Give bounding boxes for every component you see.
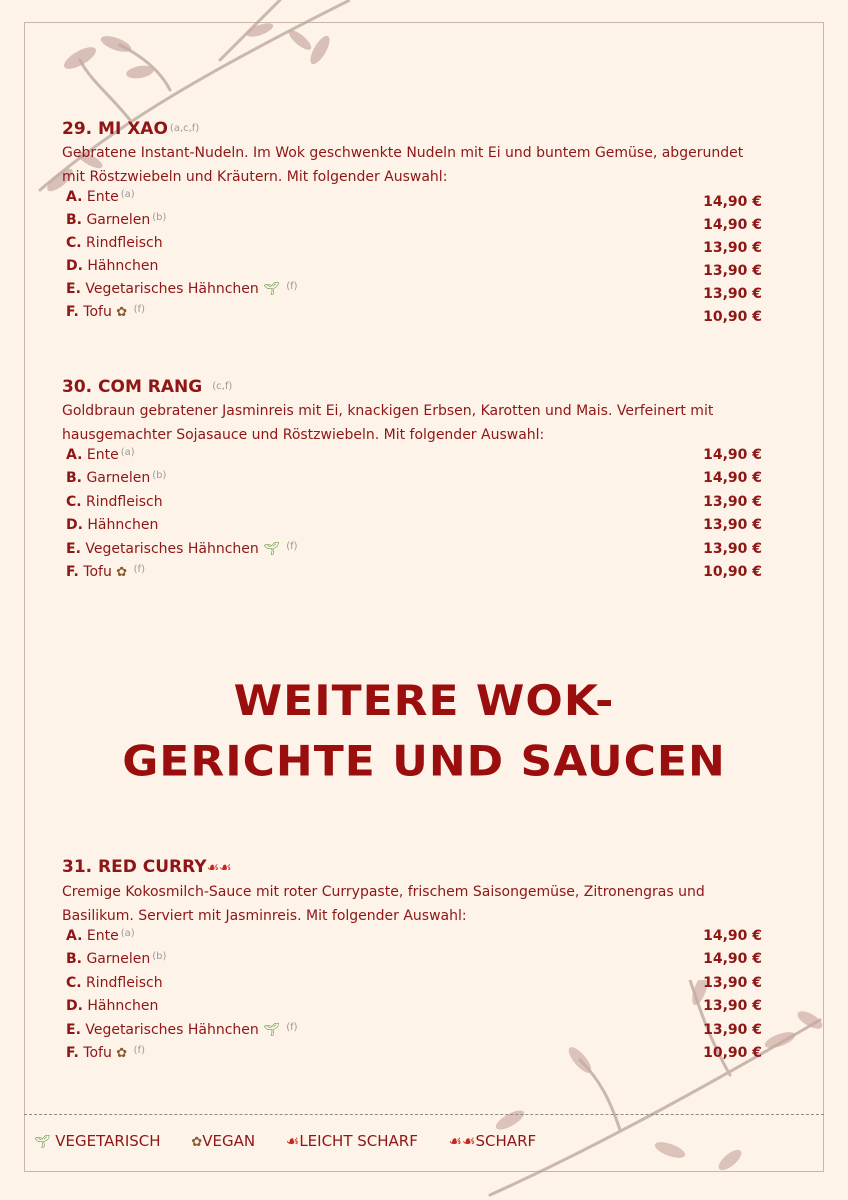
option-item bbox=[66, 447, 135, 463]
allergen-note: (c,f) bbox=[212, 381, 233, 392]
option-name: Rindfleisch bbox=[86, 235, 163, 251]
option-allergen: (f) bbox=[133, 564, 145, 575]
sprout-icon: 🌱︎ bbox=[34, 1135, 51, 1150]
allergen-note: (a,c,f) bbox=[169, 123, 200, 134]
option-letter: F. bbox=[66, 304, 79, 320]
option-name: Tofu bbox=[83, 564, 112, 580]
dish-name: 30. COM RANG bbox=[62, 377, 203, 397]
potted-plant-icon: ✿ bbox=[116, 565, 128, 580]
option-name: Hähnchen bbox=[87, 998, 159, 1014]
legend-mild bbox=[286, 1132, 418, 1150]
option-price: 13,90 € bbox=[703, 975, 762, 991]
option-name: Rindfleisch bbox=[86, 975, 163, 991]
legend-divider bbox=[24, 1114, 824, 1115]
dish-29 bbox=[62, 118, 764, 325]
option-item bbox=[66, 189, 135, 205]
option-name: Ente bbox=[86, 189, 119, 205]
option-price: 10,90 € bbox=[703, 564, 762, 580]
option-letter: D. bbox=[66, 998, 83, 1014]
legend-label: SCHARF bbox=[475, 1132, 537, 1150]
option-allergen: (f) bbox=[133, 1045, 145, 1056]
option-name: Vegetarisches Hähnchen bbox=[85, 1022, 259, 1038]
dish-title bbox=[62, 376, 764, 398]
option-allergen: (b) bbox=[152, 470, 167, 481]
option-item bbox=[66, 304, 145, 320]
option-name: Garnelen bbox=[86, 212, 151, 228]
legend-vegetarian bbox=[34, 1132, 161, 1150]
option-allergen: (b) bbox=[152, 212, 167, 223]
option-allergen: (f) bbox=[286, 1022, 298, 1033]
potted-plant-icon: ✿ bbox=[191, 1135, 203, 1150]
option-allergen: (a) bbox=[120, 447, 135, 458]
option-item bbox=[66, 212, 166, 228]
option-letter: C. bbox=[66, 975, 82, 991]
option-letter: B. bbox=[66, 212, 82, 228]
legend bbox=[34, 1132, 562, 1150]
option-item bbox=[66, 975, 163, 991]
option-letter: C. bbox=[66, 494, 82, 510]
option-price: 13,90 € bbox=[703, 1022, 762, 1038]
option-item bbox=[66, 258, 158, 274]
option-name: Rindfleisch bbox=[86, 494, 163, 510]
option-item bbox=[66, 281, 298, 297]
option-name: Garnelen bbox=[86, 951, 151, 967]
option-price: 13,90 € bbox=[703, 494, 762, 510]
option-letter: A. bbox=[66, 189, 83, 205]
option-price: 13,90 € bbox=[703, 541, 762, 557]
option-item bbox=[66, 951, 166, 967]
option-letter: F. bbox=[66, 564, 79, 580]
chili-icon: ☙☙ bbox=[206, 860, 232, 876]
option-allergen: (f) bbox=[286, 541, 298, 552]
option-name: Ente bbox=[86, 447, 119, 463]
option-name: Tofu bbox=[83, 1045, 112, 1061]
option-name: Hähnchen bbox=[87, 517, 159, 533]
option-price: 13,90 € bbox=[703, 240, 762, 256]
option-name: Vegetarisches Hähnchen bbox=[85, 541, 259, 557]
option-allergen: (f) bbox=[133, 304, 145, 315]
dish-name: 29. MI XAO bbox=[62, 119, 168, 139]
option-letter: A. bbox=[66, 447, 83, 463]
option-name: Tofu bbox=[83, 304, 112, 320]
branch-decoration-bottom-icon bbox=[470, 980, 840, 1200]
section-heading bbox=[24, 671, 824, 793]
option-price: 13,90 € bbox=[703, 998, 762, 1014]
option-name: Garnelen bbox=[86, 470, 151, 486]
option-letter: A. bbox=[66, 928, 83, 944]
option-price: 14,90 € bbox=[703, 928, 762, 944]
option-name: Hähnchen bbox=[87, 258, 159, 274]
option-item bbox=[66, 541, 298, 557]
potted-plant-icon: ✿ bbox=[116, 305, 128, 320]
option-allergen: (a) bbox=[120, 189, 135, 200]
dish-30 bbox=[62, 376, 764, 580]
chili-icon: ☙ bbox=[285, 1132, 300, 1150]
option-letter: D. bbox=[66, 517, 83, 533]
option-allergen: (b) bbox=[152, 951, 167, 962]
dish-name: 31. RED CURRY bbox=[62, 857, 207, 877]
option-letter: E. bbox=[66, 1022, 81, 1038]
dish-description: Cremige Kokosmilch-Sauce mit roter Currypaste, frischem Saisongemüse, Zitronengras und Basilikum. Serviert mit Jasminreis. Mit folgender Auswahl: bbox=[62, 884, 705, 924]
dish-title bbox=[62, 856, 764, 879]
legend-label: VEGAN bbox=[202, 1132, 256, 1150]
legend-label: LEICHT SCHARF bbox=[299, 1132, 418, 1150]
sprout-icon: 🌱︎ bbox=[263, 542, 280, 557]
option-letter: E. bbox=[66, 541, 81, 557]
option-price: 14,90 € bbox=[703, 951, 762, 967]
option-price: 14,90 € bbox=[703, 447, 762, 463]
option-price: 14,90 € bbox=[703, 470, 762, 486]
legend-label: VEGETARISCH bbox=[55, 1132, 161, 1150]
option-price: 14,90 € bbox=[703, 194, 762, 210]
option-price: 10,90 € bbox=[703, 309, 762, 325]
option-name: Vegetarisches Hähnchen bbox=[85, 281, 259, 297]
option-allergen: (f) bbox=[286, 281, 298, 292]
option-item bbox=[66, 998, 158, 1014]
option-price: 13,90 € bbox=[703, 263, 762, 279]
dish-31 bbox=[62, 856, 764, 1061]
option-price: 10,90 € bbox=[703, 1045, 762, 1061]
option-letter: B. bbox=[66, 470, 82, 486]
option-price: 13,90 € bbox=[703, 286, 762, 302]
sprout-icon: 🌱︎ bbox=[263, 282, 280, 297]
option-item bbox=[66, 494, 163, 510]
legend-vegan bbox=[191, 1132, 255, 1150]
option-item bbox=[66, 470, 166, 486]
section-heading-line-1: WEITERE WOK- bbox=[233, 676, 615, 726]
dish-description: Goldbraun gebratener Jasminreis mit Ei, knackigen Erbsen, Karotten und Mais. Verfeinert mit hausgemachter Sojasauce und Röstzwiebeln. Mit folgender Auswahl: bbox=[62, 403, 714, 443]
potted-plant-icon: ✿ bbox=[116, 1046, 128, 1061]
legend-hot bbox=[449, 1132, 537, 1150]
option-letter: B. bbox=[66, 951, 82, 967]
option-price: 13,90 € bbox=[703, 517, 762, 533]
option-item bbox=[66, 564, 145, 580]
option-price: 14,90 € bbox=[703, 217, 762, 233]
option-item bbox=[66, 1045, 145, 1061]
option-letter: E. bbox=[66, 281, 81, 297]
sprout-icon: 🌱︎ bbox=[263, 1023, 280, 1038]
option-allergen: (a) bbox=[120, 928, 135, 939]
option-item bbox=[66, 928, 135, 944]
option-letter: C. bbox=[66, 235, 82, 251]
option-letter: D. bbox=[66, 258, 83, 274]
dish-description: Gebratene Instant-Nudeln. Im Wok geschwenkte Nudeln mit Ei und buntem Gemüse, abgerundet mit Röstzwiebeln und Kräutern. Mit folgender Auswahl: bbox=[62, 145, 744, 185]
option-letter: F. bbox=[66, 1045, 79, 1061]
option-item bbox=[66, 517, 158, 533]
option-name: Ente bbox=[86, 928, 119, 944]
chili-icon: ☙☙ bbox=[448, 1132, 476, 1150]
option-item bbox=[66, 235, 163, 251]
option-item bbox=[66, 1022, 298, 1038]
dish-title bbox=[62, 118, 764, 140]
section-heading-line-2: GERICHTE UND SAUCEN bbox=[122, 737, 726, 787]
